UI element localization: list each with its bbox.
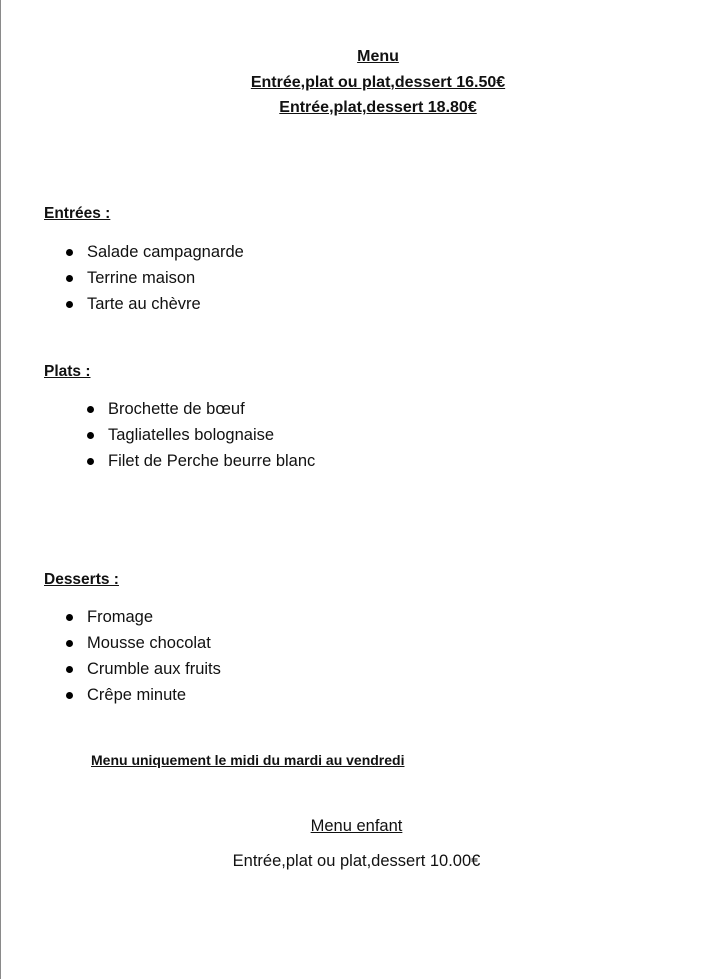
list-item: Crumble aux fruits — [87, 658, 221, 684]
list-item: Mousse chocolat — [87, 632, 221, 658]
list-item: Tagliatelles bolognaise — [108, 424, 315, 450]
menu-header — [0, 44, 711, 121]
list-plats — [108, 398, 315, 476]
list-item: Terrine maison — [87, 267, 244, 293]
section-title-desserts: Desserts : — [44, 571, 119, 588]
section-title-plats: Plats : — [44, 363, 91, 380]
kids-menu-title: Menu enfant — [310, 817, 403, 835]
formula-price-2: Entrée,plat,dessert 18.80€ — [279, 99, 477, 116]
list-item: Brochette de bœuf — [108, 398, 315, 424]
kids-menu-price: Entrée,plat ou plat,dessert 10.00€ — [232, 852, 481, 870]
section-title-entrees: Entrées : — [44, 205, 111, 222]
list-item: Crêpe minute — [87, 684, 221, 710]
list-desserts — [87, 606, 221, 710]
list-item: Filet de Perche beurre blanc — [108, 450, 315, 476]
menu-title: Menu — [357, 48, 399, 65]
lunch-availability-notice: Menu uniquement le midi du mardi au vendredi — [91, 752, 405, 768]
list-item: Tarte au chèvre — [87, 293, 244, 319]
formula-price-1: Entrée,plat ou plat,dessert 16.50€ — [250, 73, 506, 91]
list-item: Fromage — [87, 606, 221, 632]
list-item: Salade campagnarde — [87, 241, 244, 267]
list-entrees — [87, 241, 244, 319]
